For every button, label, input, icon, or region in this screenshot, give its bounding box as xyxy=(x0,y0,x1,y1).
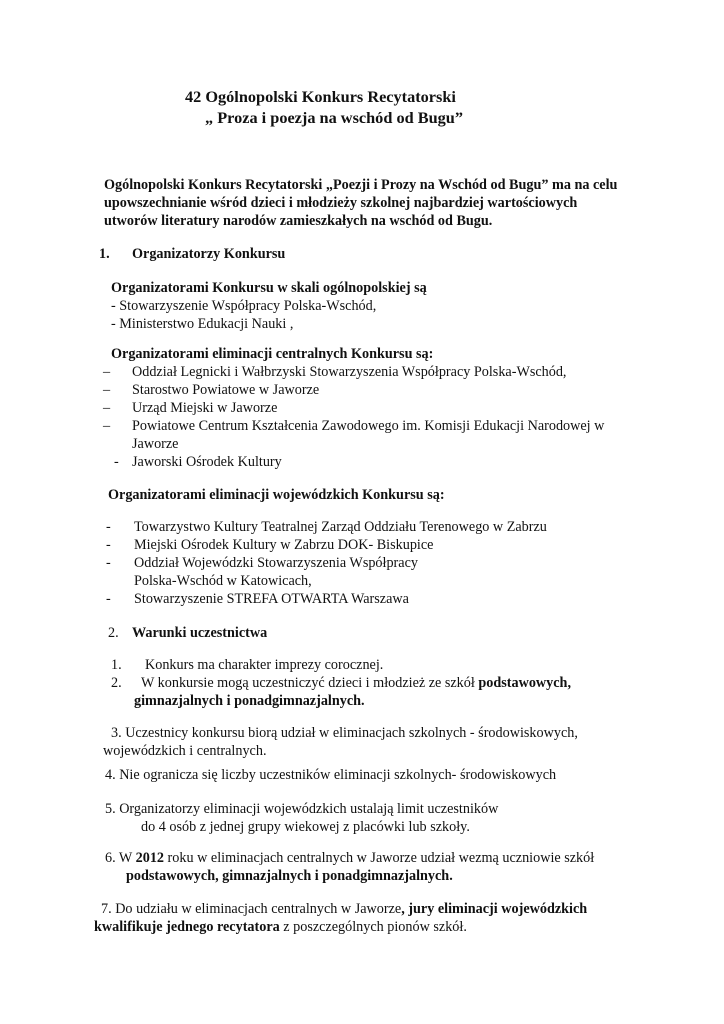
intro-line-2: upowszechnianie wśród dzieci i młodzieży szkolnej najbardziej wartościowych xyxy=(104,195,578,211)
condition-item-2-bold: podstawowych, xyxy=(478,675,571,691)
regional-organizer-item: Stowarzyszenie STREFA OTWARTA Warszawa xyxy=(134,591,409,607)
list-dash: - xyxy=(106,519,111,535)
condition-item-1: Konkurs ma charakter imprezy corocznej. xyxy=(145,657,384,673)
condition-item-7-bold-2: kwalifikuje jednego recytatora xyxy=(94,919,280,935)
condition-item-7-text-2: z poszczególnych pionów szkół. xyxy=(279,919,467,935)
regional-organizer-item: Miejski Ośrodek Kultury w Zabrzu DOK- Biskupice xyxy=(134,537,434,553)
list-dash: – xyxy=(103,418,111,434)
condition-item-7 xyxy=(101,900,587,918)
list-dash: - xyxy=(106,555,111,571)
intro-line-3: utworów literatury narodów zamieszkałych na wschód od Bugu. xyxy=(104,213,493,229)
condition-item-5: 5. Organizatorzy eliminacji wojewódzkich ustalają limit uczestników xyxy=(105,801,499,817)
list-dash: – xyxy=(103,382,111,398)
regional-organizer-item-continuation: Polska-Wschód w Katowicach, xyxy=(134,573,312,589)
central-organizer-item: Urząd Miejski w Jaworze xyxy=(132,400,278,416)
national-organizer-item: - Ministerstwo Edukacji Nauki , xyxy=(111,316,294,332)
condition-item-5-continuation: do 4 osób z jednej grupy wiekowej z placówki lub szkoły. xyxy=(141,819,470,835)
regional-organizers-heading: Organizatorami eliminacji wojewódzkich Konkursu są: xyxy=(108,487,445,503)
condition-number: 1. xyxy=(111,657,122,673)
list-dash: - xyxy=(114,454,119,470)
central-organizer-item: Oddział Legnicki i Wałbrzyski Stowarzyszenia Współpracy Polska-Wschód, xyxy=(132,364,567,380)
condition-item-6-text: roku w eliminacjach centralnych w Jaworze udział wezmą uczniowie szkół xyxy=(164,850,595,866)
condition-item-2-continuation: gimnazjalnych i ponadgimnazjalnych. xyxy=(134,693,365,709)
document-title-line1: 42 Ogólnopolski Konkurs Recytatorski xyxy=(185,87,456,106)
national-organizer-item: - Stowarzyszenie Współpracy Polska-Wschód, xyxy=(111,298,377,314)
section1-number: 1. xyxy=(99,246,110,262)
intro-line-1: Ogólnopolski Konkurs Recytatorski „Poezji i Prozy na Wschód od Bugu” ma na celu xyxy=(104,177,618,193)
document-title-line2: „ Proza i poezja na wschód od Bugu” xyxy=(205,108,463,127)
condition-item-2 xyxy=(141,674,571,692)
central-organizer-item: Powiatowe Centrum Kształcenia Zawodowego im. Komisji Edukacji Narodowej w xyxy=(132,418,605,434)
national-organizers-heading: Organizatorami Konkursu w skali ogólnopolskiej są xyxy=(111,280,427,296)
condition-item-6-prefix: 6. W xyxy=(105,850,136,866)
condition-item-4: 4. Nie ogranicza się liczby uczestników eliminacji szkolnych- środowiskowych xyxy=(105,767,557,783)
list-dash: – xyxy=(103,364,111,380)
condition-item-6-year: 2012 xyxy=(135,850,164,866)
section2-number: 2. xyxy=(108,625,119,641)
condition-item-6 xyxy=(105,849,594,867)
list-dash: – xyxy=(103,400,111,416)
condition-item-7-bold: , jury eliminacji wojewódzkich xyxy=(401,901,588,917)
condition-item-2-text: W konkursie mogą uczestniczyć dzieci i młodzież ze szkół xyxy=(141,675,479,691)
condition-item-3: 3. Uczestnicy konkursu biorą udział w eliminacjach szkolnych - środowiskowych, xyxy=(111,725,578,741)
regional-organizer-item: Towarzystwo Kultury Teatralnej Zarząd Oddziału Terenowego w Zabrzu xyxy=(134,519,547,535)
condition-item-7-continuation xyxy=(94,918,467,936)
central-organizer-item-continuation: Jaworze xyxy=(132,436,179,452)
condition-item-7-text: 7. Do udziału w eliminacjach centralnych w Jaworze xyxy=(101,901,402,917)
section1-heading: Organizatorzy Konkursu xyxy=(132,246,286,262)
section2-heading: Warunki uczestnictwa xyxy=(132,625,268,641)
condition-item-3-continuation: wojewódzkich i centralnych. xyxy=(103,743,267,759)
list-dash: - xyxy=(106,537,111,553)
regional-organizer-item: Oddział Wojewódzki Stowarzyszenia Współpracy xyxy=(134,555,418,571)
condition-number: 2. xyxy=(111,675,122,691)
central-organizer-item: Jaworski Ośrodek Kultury xyxy=(132,454,282,470)
condition-item-6-continuation: podstawowych, gimnazjalnych i ponadgimnazjalnych. xyxy=(126,868,453,884)
central-organizer-item: Starostwo Powiatowe w Jaworze xyxy=(132,382,320,398)
list-dash: - xyxy=(106,591,111,607)
central-organizers-heading: Organizatorami eliminacji centralnych Konkursu są: xyxy=(111,346,434,362)
